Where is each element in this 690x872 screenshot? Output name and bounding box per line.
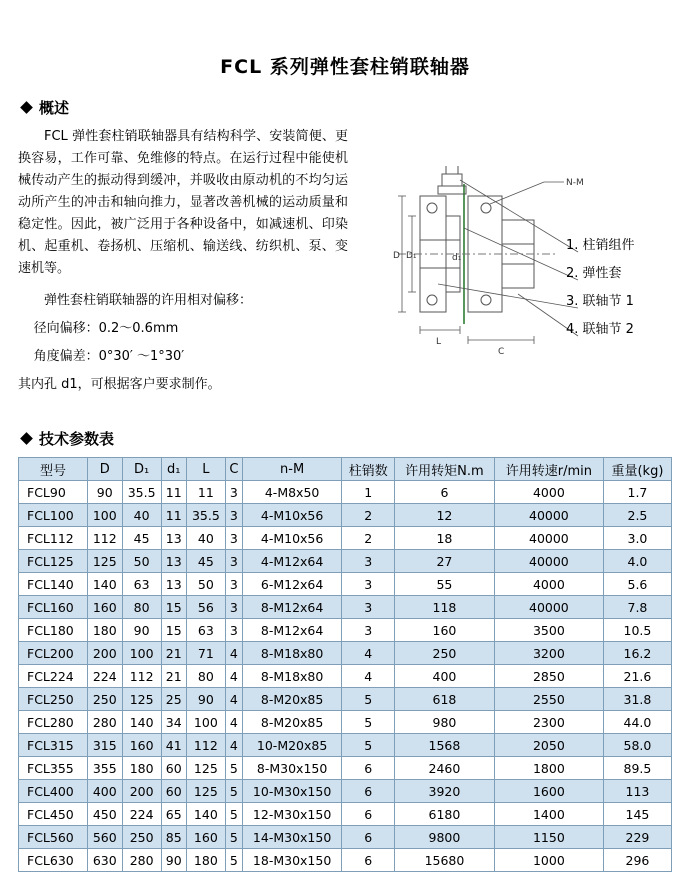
cell-value: 8-M18x80 [242, 642, 342, 665]
table-row [19, 504, 672, 527]
cell-value: 5 [225, 826, 242, 849]
cell-value: 6180 [395, 803, 495, 826]
cell-value: 3 [225, 481, 242, 504]
cell-value: 8-M12x64 [242, 596, 342, 619]
col-C: C [225, 458, 242, 481]
cell-value: 125 [122, 688, 161, 711]
col-speed: 许用转速r/min [494, 458, 603, 481]
table-row [19, 780, 672, 803]
cell-value: 6 [342, 826, 395, 849]
legend-item-4: 4. 联轴节 2 [566, 322, 634, 337]
cell-value: 3.0 [603, 527, 671, 550]
cell-value: 9800 [395, 826, 495, 849]
cell-value: 3 [225, 527, 242, 550]
cell-value: 2850 [494, 665, 603, 688]
cell-value: 40000 [494, 504, 603, 527]
cell-value: 15 [161, 596, 186, 619]
cell-value: 1600 [494, 780, 603, 803]
legend-item-1: 1. 柱销组件 [566, 238, 635, 253]
cell-value: 12-M30x150 [242, 803, 342, 826]
cell-value: 35.5 [122, 481, 161, 504]
table-row [19, 734, 672, 757]
cell-value: 1568 [395, 734, 495, 757]
cell-value: 5 [225, 780, 242, 803]
cell-value: 1400 [494, 803, 603, 826]
legend-item-3: 3. 联轴节 1 [566, 294, 634, 309]
spec-table [18, 457, 672, 872]
col-model: 型号 [19, 458, 88, 481]
cell-value: 355 [88, 757, 122, 780]
cell-value: 180 [186, 849, 225, 872]
cell-value: 3 [342, 596, 395, 619]
cell-value: 27 [395, 550, 495, 573]
overview-block [18, 126, 672, 426]
overview-text [18, 126, 348, 396]
cell-value: 180 [88, 619, 122, 642]
cell-value: 140 [186, 803, 225, 826]
cell-value: 2300 [494, 711, 603, 734]
cell-value: 118 [395, 596, 495, 619]
dim-label-NM: N-M [566, 178, 584, 188]
cell-value: 1.7 [603, 481, 671, 504]
cell-value: 65 [161, 803, 186, 826]
cell-value: 4-M10x56 [242, 527, 342, 550]
cell-value: 15680 [395, 849, 495, 872]
table-row [19, 711, 672, 734]
cell-value: 250 [395, 642, 495, 665]
cell-value: 71 [186, 642, 225, 665]
cell-value: 4-M12x64 [242, 550, 342, 573]
table-row [19, 849, 672, 872]
col-d1: d₁ [161, 458, 186, 481]
cell-value: 4 [225, 711, 242, 734]
cell-value: 60 [161, 780, 186, 803]
cell-value: 8-M30x150 [242, 757, 342, 780]
cell-value: 34 [161, 711, 186, 734]
cell-value: 4000 [494, 481, 603, 504]
overview-angular-offset: 角度偏差：0°30′ ～1°30′ [33, 349, 185, 364]
cell-value: 2550 [494, 688, 603, 711]
cell-value: 16.2 [603, 642, 671, 665]
cell-value: 100 [122, 642, 161, 665]
cell-value: 2 [342, 527, 395, 550]
overview-paragraph-1: FCL 弹性套柱销联轴器具有结构科学、安装简便、更换容易，工作可靠、免维修的特点。在运行过程中能使机械传动产生的振动得到缓冲，并吸收由原动机的不均匀运动所产生的冲击和轴向推力，显著改善机械的运动质量和稳定性。因此，被广泛用于各种设备中，如减速机、印染机、起重机、卷扬机、压缩机、输送线、纺织机、泵、变速机等。 [18, 129, 348, 276]
cell-value: 4 [342, 642, 395, 665]
cell-value: 4-M10x56 [242, 504, 342, 527]
cell-value: 113 [603, 780, 671, 803]
cell-value: 160 [395, 619, 495, 642]
cell-value: 63 [186, 619, 225, 642]
document-page [0, 52, 690, 868]
cell-value: 2050 [494, 734, 603, 757]
overview-paragraph-3: 其内孔 d1，可根据客户要求制作。 [18, 377, 221, 392]
cell-value: 3 [225, 596, 242, 619]
cell-value: 160 [122, 734, 161, 757]
cell-value: 100 [88, 504, 122, 527]
cell-value: 4 [342, 665, 395, 688]
cell-value: 8-M20x85 [242, 688, 342, 711]
cell-value: 90 [186, 688, 225, 711]
cell-model: FCL250 [19, 688, 88, 711]
cell-value: 140 [122, 711, 161, 734]
cell-value: 11 [161, 504, 186, 527]
cell-value: 280 [122, 849, 161, 872]
cell-value: 5 [342, 688, 395, 711]
cell-value: 3 [225, 619, 242, 642]
cell-value: 44.0 [603, 711, 671, 734]
cell-model: FCL100 [19, 504, 88, 527]
cell-model: FCL224 [19, 665, 88, 688]
overview-section-heading [22, 97, 672, 118]
cell-model: FCL315 [19, 734, 88, 757]
dim-label-d1: d₁ [452, 253, 462, 263]
cell-value: 229 [603, 826, 671, 849]
cell-model: FCL200 [19, 642, 88, 665]
cell-value: 2.5 [603, 504, 671, 527]
cell-value: 5 [225, 757, 242, 780]
cell-value: 4-M8x50 [242, 481, 342, 504]
cell-value: 3 [342, 573, 395, 596]
cell-model: FCL560 [19, 826, 88, 849]
col-nM: n-M [242, 458, 342, 481]
cell-value: 10-M20x85 [242, 734, 342, 757]
cell-value: 25 [161, 688, 186, 711]
dim-label-C: C [498, 347, 505, 357]
cell-value: 13 [161, 527, 186, 550]
cell-value: 3 [225, 504, 242, 527]
cell-value: 45 [122, 527, 161, 550]
cell-value: 45 [186, 550, 225, 573]
cell-model: FCL400 [19, 780, 88, 803]
cell-value: 7.8 [603, 596, 671, 619]
cell-value: 80 [186, 665, 225, 688]
overview-paragraph-2: 弹性套柱销联轴器的许用相对偏移： [44, 293, 253, 308]
cell-value: 15 [161, 619, 186, 642]
cell-value: 50 [186, 573, 225, 596]
cell-value: 224 [88, 665, 122, 688]
spec-heading-text: 技术参数表 [39, 430, 115, 448]
cell-value: 5 [225, 803, 242, 826]
table-row [19, 596, 672, 619]
cell-value: 18-M30x150 [242, 849, 342, 872]
cell-value: 6 [342, 780, 395, 803]
table-row [19, 826, 672, 849]
cell-value: 1000 [494, 849, 603, 872]
dim-label-L: L [436, 337, 442, 347]
overview-heading-text: 概述 [39, 99, 70, 117]
cell-value: 50 [122, 550, 161, 573]
cell-value: 112 [122, 665, 161, 688]
cell-value: 12 [395, 504, 495, 527]
cell-value: 89.5 [603, 757, 671, 780]
cell-value: 1800 [494, 757, 603, 780]
cell-value: 3500 [494, 619, 603, 642]
cell-value: 5 [342, 734, 395, 757]
cell-value: 11 [161, 481, 186, 504]
cell-value: 8-M18x80 [242, 665, 342, 688]
cell-value: 112 [88, 527, 122, 550]
cell-value: 4 [225, 665, 242, 688]
cell-value: 100 [186, 711, 225, 734]
cell-value: 58.0 [603, 734, 671, 757]
dim-label-D1: D₁ [406, 251, 417, 261]
cell-value: 3 [342, 550, 395, 573]
cell-value: 6 [395, 481, 495, 504]
cell-value: 40000 [494, 550, 603, 573]
cell-value: 400 [395, 665, 495, 688]
cell-value: 296 [603, 849, 671, 872]
cell-value: 125 [88, 550, 122, 573]
table-row [19, 550, 672, 573]
cell-value: 180 [122, 757, 161, 780]
col-D1: D₁ [122, 458, 161, 481]
col-torque: 许用转矩N.m [395, 458, 495, 481]
cell-value: 560 [88, 826, 122, 849]
cell-value: 1 [342, 481, 395, 504]
cell-model: FCL90 [19, 481, 88, 504]
cell-value: 4 [225, 642, 242, 665]
spec-section-heading [22, 428, 672, 449]
cell-value: 145 [603, 803, 671, 826]
table-row [19, 481, 672, 504]
cell-model: FCL125 [19, 550, 88, 573]
cell-value: 35.5 [186, 504, 225, 527]
cell-value: 6 [342, 803, 395, 826]
cell-model: FCL160 [19, 596, 88, 619]
cell-value: 8-M12x64 [242, 619, 342, 642]
cell-value: 13 [161, 573, 186, 596]
cell-value: 3 [225, 573, 242, 596]
table-row [19, 757, 672, 780]
cell-value: 2460 [395, 757, 495, 780]
cell-value: 11 [186, 481, 225, 504]
cell-value: 140 [88, 573, 122, 596]
cell-value: 31.8 [603, 688, 671, 711]
cell-value: 280 [88, 711, 122, 734]
legend-item-2: 2. 弹性套 [566, 266, 622, 281]
table-row [19, 573, 672, 596]
cell-value: 80 [122, 596, 161, 619]
cell-value: 60 [161, 757, 186, 780]
cell-value: 250 [88, 688, 122, 711]
cell-model: FCL180 [19, 619, 88, 642]
table-row [19, 642, 672, 665]
table-row [19, 527, 672, 550]
col-pin-count: 柱销数 [342, 458, 395, 481]
spec-table-head [19, 458, 672, 481]
cell-value: 21.6 [603, 665, 671, 688]
cell-value: 5 [225, 849, 242, 872]
cell-value: 41 [161, 734, 186, 757]
cell-value: 5 [342, 711, 395, 734]
cell-model: FCL450 [19, 803, 88, 826]
overview-radial-offset: 径向偏移：0.2～0.6mm [33, 321, 179, 336]
cell-value: 315 [88, 734, 122, 757]
table-row [19, 803, 672, 826]
table-row [19, 688, 672, 711]
cell-value: 4.0 [603, 550, 671, 573]
cell-value: 200 [88, 642, 122, 665]
cell-value: 90 [161, 849, 186, 872]
cell-value: 618 [395, 688, 495, 711]
cell-value: 112 [186, 734, 225, 757]
cell-value: 125 [186, 757, 225, 780]
cell-value: 40000 [494, 596, 603, 619]
cell-value: 630 [88, 849, 122, 872]
cell-value: 55 [395, 573, 495, 596]
cell-value: 40000 [494, 527, 603, 550]
spec-table-body [19, 481, 672, 872]
cell-value: 4000 [494, 573, 603, 596]
page-title: FCL 系列弹性套柱销联轴器 [220, 56, 470, 78]
cell-model: FCL355 [19, 757, 88, 780]
table-row [19, 619, 672, 642]
cell-value: 250 [122, 826, 161, 849]
cell-value: 5.6 [603, 573, 671, 596]
col-weight: 重量(kg) [603, 458, 671, 481]
cell-value: 13 [161, 550, 186, 573]
cell-value: 4 [225, 688, 242, 711]
cell-value: 40 [186, 527, 225, 550]
col-D: D [88, 458, 122, 481]
cell-model: FCL280 [19, 711, 88, 734]
cell-value: 10-M30x150 [242, 780, 342, 803]
cell-value: 1150 [494, 826, 603, 849]
table-header-row [19, 458, 672, 481]
cell-value: 40 [122, 504, 161, 527]
cell-value: 3 [225, 550, 242, 573]
cell-value: 85 [161, 826, 186, 849]
cell-value: 90 [88, 481, 122, 504]
dim-label-D: D [393, 251, 400, 261]
diamond-bullet-icon [20, 101, 33, 114]
cell-model: FCL112 [19, 527, 88, 550]
cell-value: 63 [122, 573, 161, 596]
cell-value: 10.5 [603, 619, 671, 642]
cell-value: 14-M30x150 [242, 826, 342, 849]
cell-value: 90 [122, 619, 161, 642]
cell-value: 980 [395, 711, 495, 734]
diamond-bullet-icon [20, 432, 33, 445]
cell-value: 4 [225, 734, 242, 757]
cell-value: 6 [342, 849, 395, 872]
cell-value: 2 [342, 504, 395, 527]
cell-value: 6-M12x64 [242, 573, 342, 596]
cell-value: 160 [88, 596, 122, 619]
figure-legend [566, 232, 635, 344]
cell-value: 21 [161, 665, 186, 688]
cell-value: 8-M20x85 [242, 711, 342, 734]
cell-value: 450 [88, 803, 122, 826]
cell-value: 160 [186, 826, 225, 849]
cell-value: 3200 [494, 642, 603, 665]
cell-value: 21 [161, 642, 186, 665]
cell-value: 18 [395, 527, 495, 550]
cell-value: 224 [122, 803, 161, 826]
cell-value: 3 [342, 619, 395, 642]
cell-model: FCL140 [19, 573, 88, 596]
cell-value: 200 [122, 780, 161, 803]
col-L: L [186, 458, 225, 481]
cell-value: 400 [88, 780, 122, 803]
cell-value: 6 [342, 757, 395, 780]
cell-model: FCL630 [19, 849, 88, 872]
cell-value: 125 [186, 780, 225, 803]
cell-value: 3920 [395, 780, 495, 803]
table-row [19, 665, 672, 688]
cell-value: 56 [186, 596, 225, 619]
